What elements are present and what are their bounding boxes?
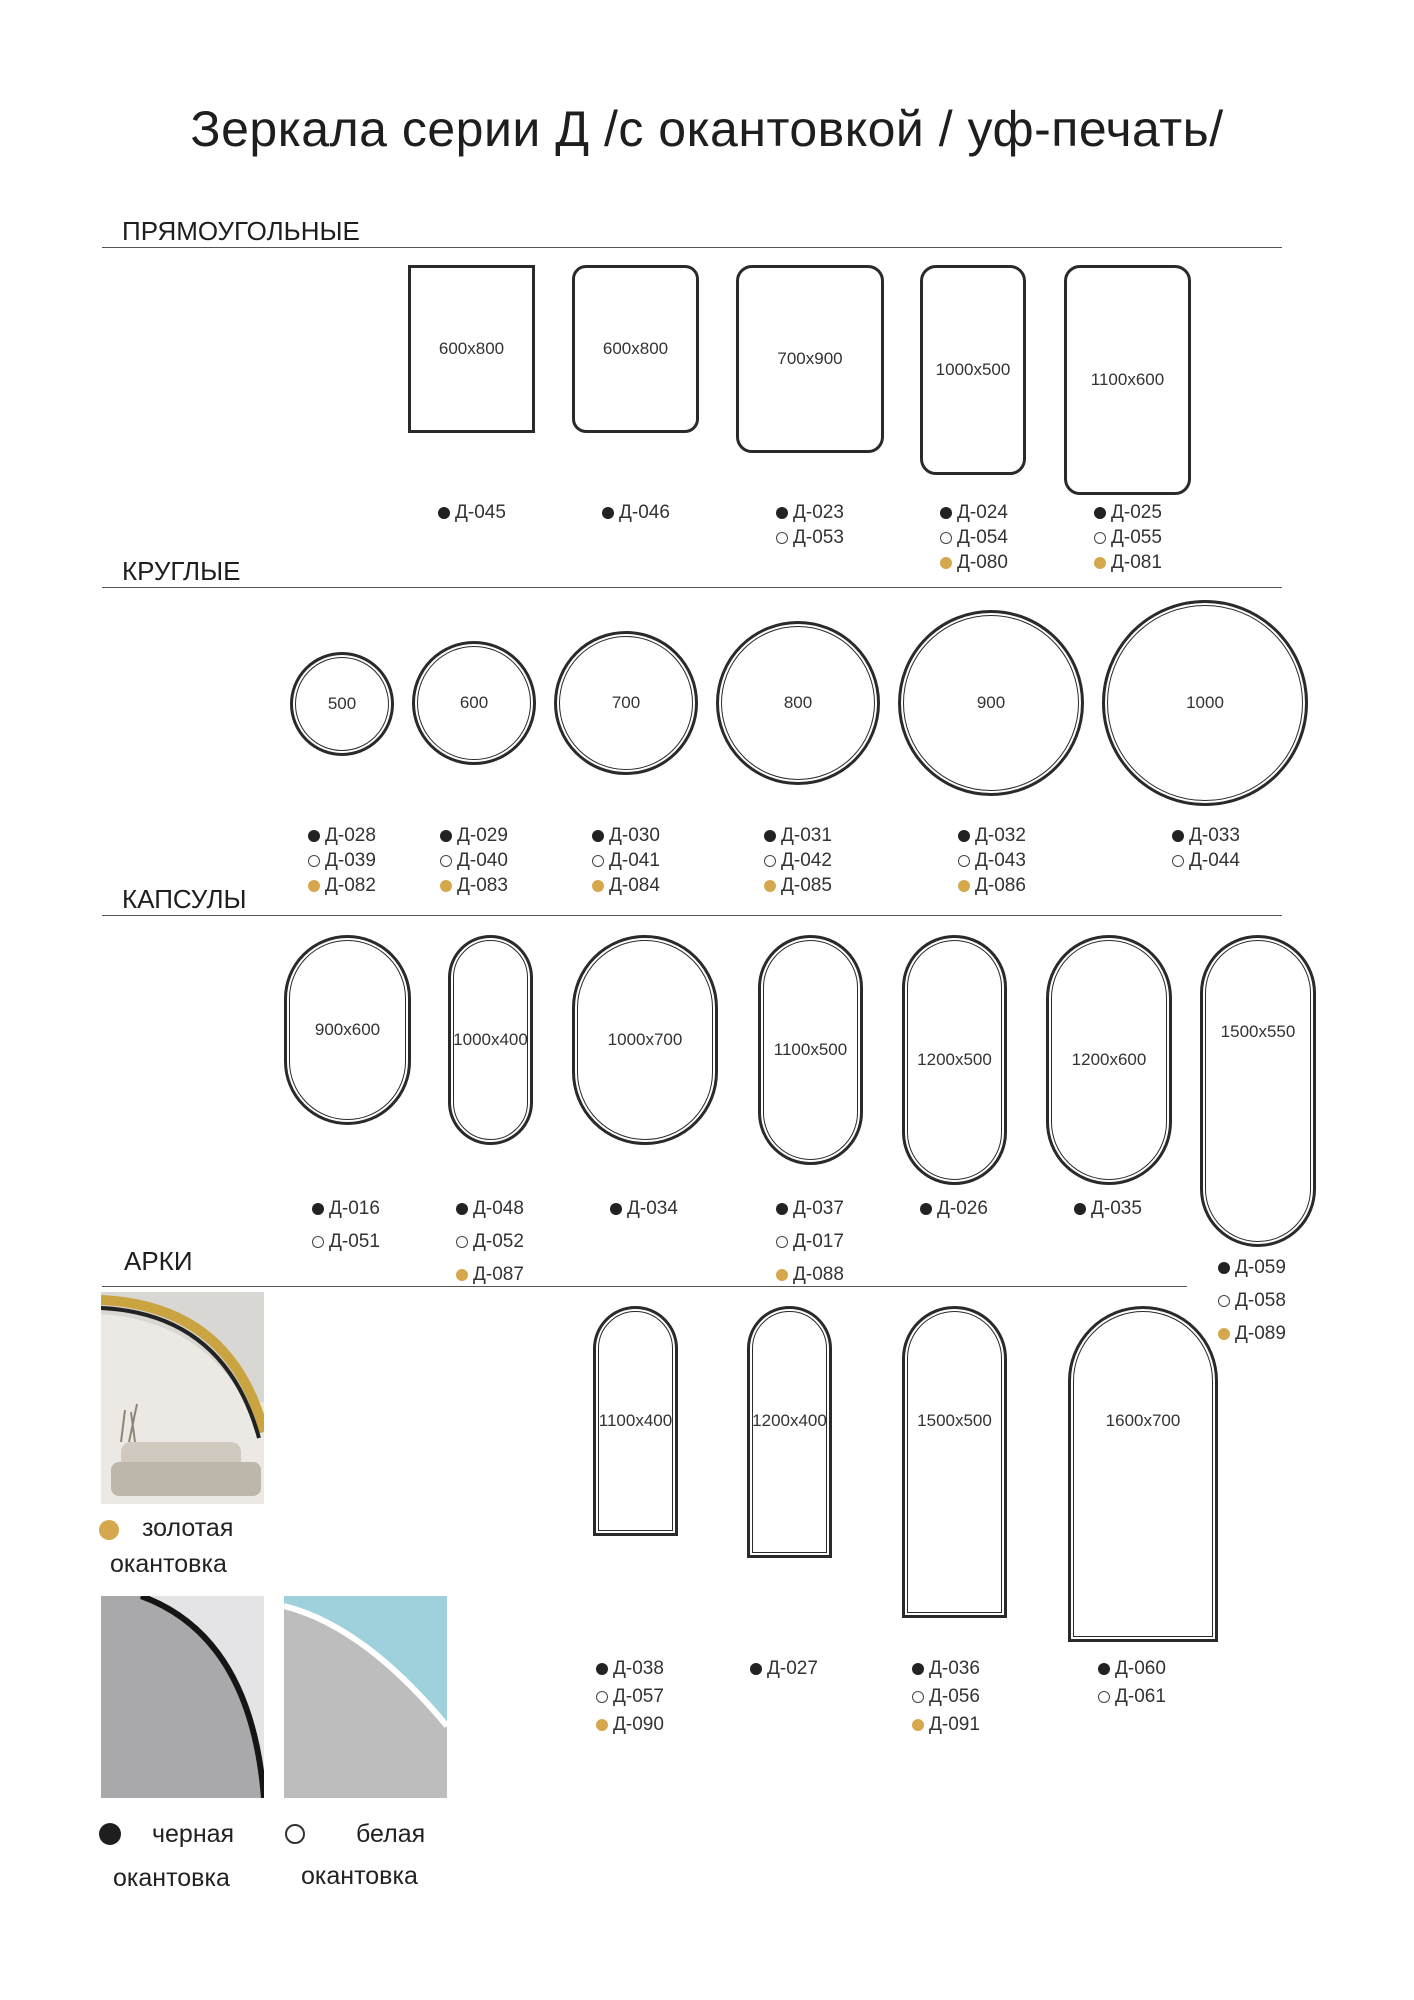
code-item — [776, 1258, 844, 1291]
mirror-size-label: 1000x500 — [935, 360, 1011, 379]
code-item — [440, 873, 508, 898]
mirror-shape-arch — [593, 1306, 678, 1536]
white-finish-dot-icon — [312, 1236, 324, 1248]
mirror-shape-round — [290, 652, 394, 756]
code-item — [1074, 1192, 1142, 1225]
white-legend-dot-icon — [285, 1824, 305, 1844]
white-finish-dot-icon — [1172, 855, 1184, 867]
mirror-shape-round — [412, 641, 536, 765]
black-finish-dot-icon — [308, 830, 320, 842]
code-list — [596, 1655, 664, 1739]
mirror-shape-capsule — [284, 935, 411, 1125]
mirror-size-label: 1100x400 — [598, 1411, 673, 1430]
code-list — [312, 1192, 380, 1258]
code-list — [912, 1655, 980, 1739]
mirror-shape-capsule — [1200, 935, 1316, 1247]
code-text: Д-037 — [793, 1198, 844, 1219]
code-text: Д-060 — [1115, 1658, 1166, 1679]
code-text: Д-034 — [627, 1198, 678, 1219]
mirror-shape-rect — [572, 265, 699, 433]
code-text: Д-028 — [325, 825, 376, 846]
code-item — [1094, 550, 1162, 575]
black-finish-dot-icon — [592, 830, 604, 842]
section-divider-capsule — [102, 915, 1282, 916]
mirror-shape-round — [716, 621, 880, 785]
code-item — [610, 1192, 678, 1225]
code-text: Д-044 — [1189, 850, 1240, 871]
code-item — [456, 1225, 524, 1258]
code-item — [308, 823, 376, 848]
mirror-shape-arch — [902, 1306, 1007, 1618]
section-divider-arch — [102, 1286, 1187, 1287]
code-text: Д-061 — [1115, 1686, 1166, 1707]
black-finish-dot-icon — [1218, 1262, 1230, 1274]
black-legend-label-line1: черная — [152, 1820, 235, 1848]
mirror-size-label: 700x900 — [777, 349, 843, 368]
gold-finish-dot-icon — [1094, 557, 1106, 569]
code-text: Д-091 — [929, 1714, 980, 1735]
white-finish-dot-icon — [308, 855, 320, 867]
code-item — [920, 1192, 988, 1225]
mirror-size-label: 1100x600 — [1090, 370, 1165, 389]
mirror-shape-round — [554, 631, 698, 775]
black-legend-dot-icon — [99, 1823, 121, 1845]
black-finish-dot-icon — [1098, 1663, 1110, 1675]
code-list — [440, 823, 508, 898]
gold-finish-dot-icon — [596, 1719, 608, 1731]
code-item — [456, 1258, 524, 1291]
section-label-capsule: КАПСУЛЫ — [122, 884, 247, 914]
gold-finish-dot-icon — [764, 880, 776, 892]
code-list — [592, 823, 660, 898]
code-item — [776, 525, 844, 550]
code-text: Д-080 — [957, 552, 1008, 573]
white-finish-dot-icon — [592, 855, 604, 867]
mirror-size-label: 1100x500 — [773, 1040, 848, 1059]
black-finish-dot-icon — [610, 1203, 622, 1215]
code-item — [940, 500, 1008, 525]
code-text: Д-029 — [457, 825, 508, 846]
mirror-size-label: 1000 — [1186, 693, 1224, 712]
code-text: Д-089 — [1235, 1323, 1286, 1344]
code-text: Д-046 — [619, 502, 670, 523]
gold-finish-dot-icon — [912, 1719, 924, 1731]
code-list — [308, 823, 376, 898]
mirror-shape-round — [1102, 600, 1308, 806]
code-text: Д-031 — [781, 825, 832, 846]
code-text: Д-048 — [473, 1198, 524, 1219]
code-list — [1172, 823, 1240, 873]
gold-finish-dot-icon — [308, 880, 320, 892]
mirror-shape-rect — [920, 265, 1026, 475]
gold-legend-dot-icon — [99, 1520, 119, 1540]
code-text: Д-032 — [975, 825, 1026, 846]
code-item — [1218, 1317, 1286, 1350]
code-item — [308, 848, 376, 873]
code-list — [1098, 1655, 1166, 1711]
code-item — [912, 1655, 980, 1683]
mirror-shape-capsule — [902, 935, 1007, 1185]
code-text: Д-042 — [781, 850, 832, 871]
code-item — [456, 1192, 524, 1225]
code-item — [750, 1655, 818, 1683]
code-text: Д-088 — [793, 1264, 844, 1285]
code-text: Д-056 — [929, 1686, 980, 1707]
code-item — [592, 823, 660, 848]
white-finish-dot-icon — [958, 855, 970, 867]
code-item — [592, 848, 660, 873]
mirror-size-label: 1200x400 — [752, 1411, 827, 1430]
mirror-size-label: 1500x500 — [917, 1411, 992, 1430]
mirror-size-label: 1500x550 — [1220, 1022, 1296, 1041]
black-finish-dot-icon — [958, 830, 970, 842]
code-text: Д-055 — [1111, 527, 1162, 548]
code-list — [456, 1192, 524, 1291]
code-item — [438, 500, 506, 525]
code-text: Д-039 — [325, 850, 376, 871]
mirror-shape-capsule — [448, 935, 533, 1145]
black-finish-dot-icon — [940, 507, 952, 519]
code-text: Д-081 — [1111, 552, 1162, 573]
code-text: Д-085 — [781, 875, 832, 896]
page-title: Зеркала серии Д /с окантовкой / уф-печать/ — [190, 101, 1224, 157]
mirror-shape-capsule — [1046, 935, 1172, 1185]
white-finish-dot-icon — [940, 532, 952, 544]
white-frame-sample-photo — [284, 1596, 447, 1798]
code-text: Д-045 — [455, 502, 506, 523]
mirror-size-label: 1200x600 — [1071, 1050, 1147, 1069]
code-list — [940, 500, 1008, 575]
code-text: Д-026 — [937, 1198, 988, 1219]
mirror-size-label: 900 — [976, 693, 1006, 712]
black-finish-dot-icon — [776, 507, 788, 519]
section-divider-rect — [102, 247, 1282, 248]
code-item — [912, 1711, 980, 1739]
code-list — [438, 500, 506, 525]
mirror-size-label: 600x800 — [438, 339, 505, 358]
gold-finish-dot-icon — [776, 1269, 788, 1281]
mirror-size-label: 500 — [327, 694, 357, 713]
code-text: Д-030 — [609, 825, 660, 846]
section-divider-round — [102, 587, 1282, 588]
mirror-size-label: 600x800 — [602, 339, 669, 358]
code-text: Д-023 — [793, 502, 844, 523]
gold-legend-label-line2: окантовка — [110, 1550, 227, 1578]
gold-finish-dot-icon — [456, 1269, 468, 1281]
code-list — [750, 1655, 818, 1683]
black-finish-dot-icon — [596, 1663, 608, 1675]
black-finish-dot-icon — [920, 1203, 932, 1215]
code-list — [776, 1192, 844, 1291]
code-item — [602, 500, 670, 525]
gold-finish-dot-icon — [592, 880, 604, 892]
section-label-round: КРУГЛЫЕ — [122, 556, 241, 586]
code-item — [764, 823, 832, 848]
code-text: Д-038 — [613, 1658, 664, 1679]
code-text: Д-024 — [957, 502, 1008, 523]
gold-legend-label-line1: золотая — [142, 1514, 234, 1542]
code-list — [1218, 1251, 1286, 1350]
code-text: Д-053 — [793, 527, 844, 548]
black-finish-dot-icon — [776, 1203, 788, 1215]
black-finish-dot-icon — [1074, 1203, 1086, 1215]
mirror-size-label: 1000x700 — [607, 1030, 683, 1049]
black-frame-sample-photo — [101, 1596, 264, 1798]
code-list — [958, 823, 1026, 898]
mirror-size-label: 600 — [459, 693, 489, 712]
white-finish-dot-icon — [776, 1236, 788, 1248]
black-finish-dot-icon — [1094, 507, 1106, 519]
code-item — [308, 873, 376, 898]
gold-finish-dot-icon — [1218, 1328, 1230, 1340]
white-finish-dot-icon — [440, 855, 452, 867]
black-finish-dot-icon — [750, 1663, 762, 1675]
black-finish-dot-icon — [440, 830, 452, 842]
code-list — [764, 823, 832, 898]
gold-frame-sample-photo — [101, 1292, 264, 1504]
code-text: Д-035 — [1091, 1198, 1142, 1219]
mirror-shape-capsule — [572, 935, 718, 1145]
code-list — [602, 500, 670, 525]
section-label-rect: ПРЯМОУГОЛЬНЫЕ — [122, 216, 360, 246]
code-item — [1172, 848, 1240, 873]
code-item — [776, 1225, 844, 1258]
mirror-size-label: 900x600 — [314, 1020, 381, 1039]
code-item — [596, 1683, 664, 1711]
mirror-size-label: 1600x700 — [1105, 1411, 1181, 1430]
gold-frame-sample-illustration — [101, 1292, 264, 1504]
mirror-size-label: 800 — [783, 693, 813, 712]
white-legend-label-line2: окантовка — [301, 1862, 418, 1890]
mirror-shape-rect — [736, 265, 884, 453]
white-finish-dot-icon — [776, 532, 788, 544]
code-list — [920, 1192, 988, 1225]
code-item — [958, 848, 1026, 873]
code-text: Д-051 — [329, 1231, 380, 1252]
code-text: Д-052 — [473, 1231, 524, 1252]
code-item — [440, 848, 508, 873]
code-text: Д-090 — [613, 1714, 664, 1735]
code-text: Д-057 — [613, 1686, 664, 1707]
black-finish-dot-icon — [312, 1203, 324, 1215]
code-text: Д-017 — [793, 1231, 844, 1252]
black-frame-sample-illustration — [101, 1596, 264, 1798]
code-text: Д-043 — [975, 850, 1026, 871]
code-text: Д-016 — [329, 1198, 380, 1219]
code-item — [940, 550, 1008, 575]
black-finish-dot-icon — [764, 830, 776, 842]
code-item — [958, 823, 1026, 848]
code-item — [1094, 500, 1162, 525]
code-text: Д-083 — [457, 875, 508, 896]
code-item — [1098, 1683, 1166, 1711]
white-finish-dot-icon — [1094, 532, 1106, 544]
code-text: Д-036 — [929, 1658, 980, 1679]
code-item — [940, 525, 1008, 550]
black-finish-dot-icon — [912, 1663, 924, 1675]
code-item — [440, 823, 508, 848]
code-text: Д-040 — [457, 850, 508, 871]
code-list — [1074, 1192, 1142, 1225]
black-finish-dot-icon — [438, 507, 450, 519]
code-item — [1218, 1284, 1286, 1317]
code-item — [596, 1655, 664, 1683]
mirror-shape-arch — [747, 1306, 832, 1558]
code-text: Д-084 — [609, 875, 660, 896]
code-text: Д-058 — [1235, 1290, 1286, 1311]
mirror-shape-rect — [408, 265, 535, 433]
mirror-size-label: 700 — [611, 693, 641, 712]
white-finish-dot-icon — [456, 1236, 468, 1248]
white-finish-dot-icon — [1218, 1295, 1230, 1307]
section-label-arch: АРКИ — [124, 1246, 193, 1276]
code-item — [596, 1711, 664, 1739]
code-item — [1172, 823, 1240, 848]
mirror-shape-round — [898, 610, 1084, 796]
code-item — [592, 873, 660, 898]
code-item — [312, 1192, 380, 1225]
code-text: Д-059 — [1235, 1257, 1286, 1278]
code-text: Д-082 — [325, 875, 376, 896]
black-finish-dot-icon — [1172, 830, 1184, 842]
code-item — [958, 873, 1026, 898]
mirror-shape-rect — [1064, 265, 1191, 495]
code-text: Д-087 — [473, 1264, 524, 1285]
white-finish-dot-icon — [1098, 1691, 1110, 1703]
mirror-size-label: 1000x400 — [453, 1030, 528, 1049]
code-item — [764, 848, 832, 873]
code-text: Д-033 — [1189, 825, 1240, 846]
code-text: Д-025 — [1111, 502, 1162, 523]
code-item — [312, 1225, 380, 1258]
code-item — [912, 1683, 980, 1711]
mirror-shape-capsule — [758, 935, 863, 1165]
code-item — [776, 1192, 844, 1225]
code-item — [1098, 1655, 1166, 1683]
code-item — [1218, 1251, 1286, 1284]
code-list — [776, 500, 844, 550]
mirror-size-label: 1200x500 — [917, 1050, 992, 1069]
code-item — [764, 873, 832, 898]
code-text: Д-041 — [609, 850, 660, 871]
code-item — [776, 500, 844, 525]
white-finish-dot-icon — [764, 855, 776, 867]
black-finish-dot-icon — [456, 1203, 468, 1215]
gold-finish-dot-icon — [958, 880, 970, 892]
code-text: Д-086 — [975, 875, 1026, 896]
white-finish-dot-icon — [596, 1691, 608, 1703]
white-legend-label-line1: белая — [356, 1820, 426, 1848]
gold-finish-dot-icon — [940, 557, 952, 569]
code-text: Д-054 — [957, 527, 1008, 548]
gold-finish-dot-icon — [440, 880, 452, 892]
mirror-shape-arch — [1068, 1306, 1218, 1642]
code-list — [1094, 500, 1162, 575]
black-finish-dot-icon — [602, 507, 614, 519]
code-text: Д-027 — [767, 1658, 818, 1679]
white-frame-sample-illustration — [284, 1596, 447, 1798]
black-legend-label-line2: окантовка — [113, 1864, 230, 1892]
code-item — [1094, 525, 1162, 550]
code-list — [610, 1192, 678, 1225]
white-finish-dot-icon — [912, 1691, 924, 1703]
